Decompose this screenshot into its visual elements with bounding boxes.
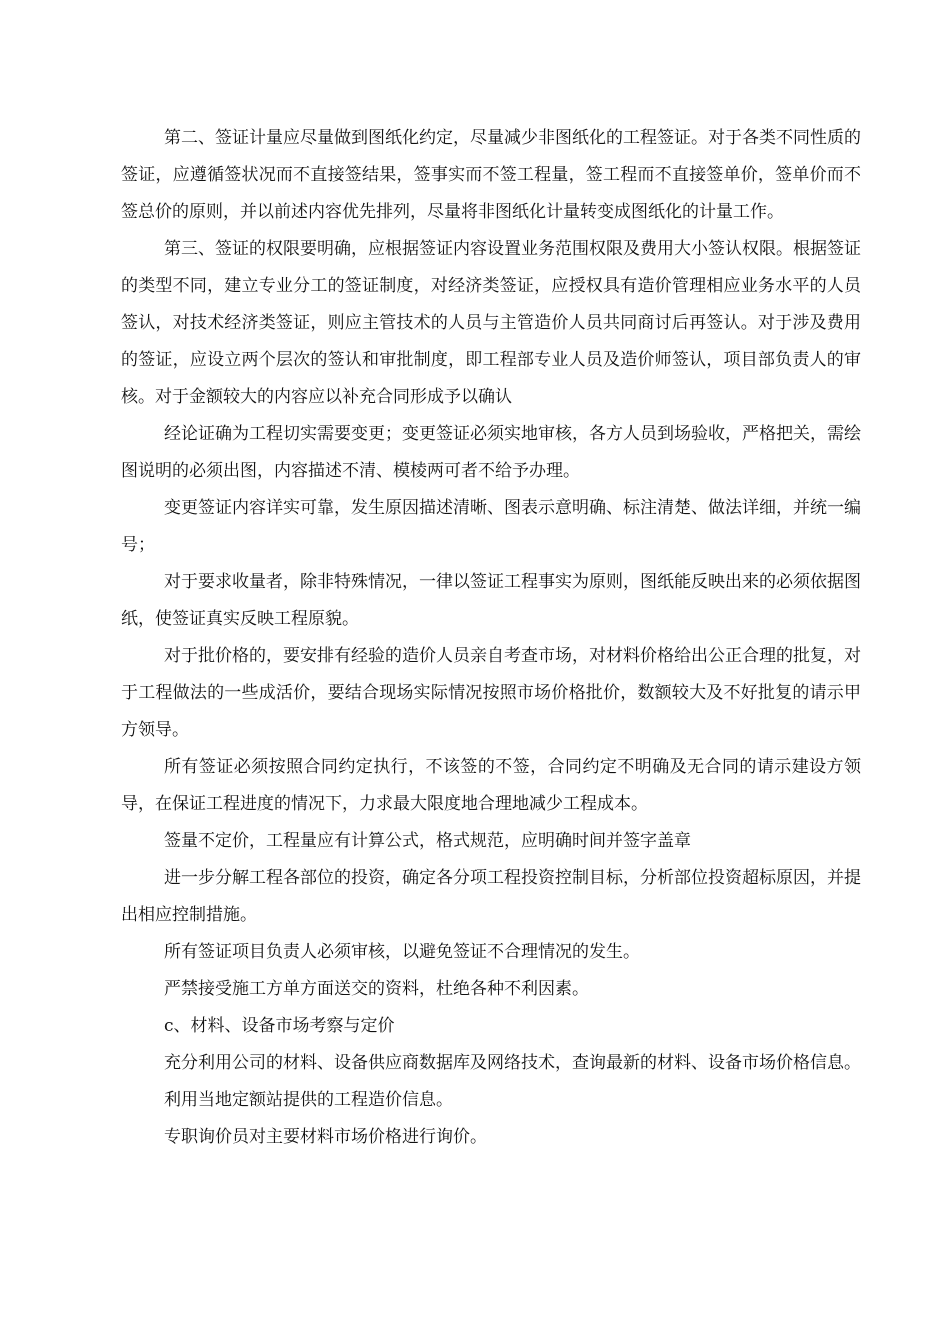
section-heading-material-pricing: c、材料、设备市场考察与定价 <box>164 1016 395 1036</box>
paragraph-manager-review: 所有签证项目负责人必须审核，以避免签证不合理情况的发生。 <box>164 942 640 962</box>
paragraph-price-inquiry: 专职询价员对主要材料市场价格进行询价。 <box>164 1127 487 1147</box>
paragraph-quantity-no-price: 签量不定价，工程量应有计算公式，格式规范，应明确时间并签字盖章 <box>164 831 691 851</box>
paragraph-contract-execution: 所有签证必须按照合同约定执行，不该签的不签，合同约定不明确及无合同的请示建设方领导，在保证工程进度的情况下，力求最大限度地合理地减少工程成本。 <box>121 757 861 814</box>
paragraph-unilateral-documents: 严禁接受施工方单方面送交的资料，杜绝各种不利因素。 <box>164 979 589 999</box>
paragraph-investment-breakdown: 进一步分解工程各部位的投资，确定各分项工程投资控制目标，分析部位投资超标原因，并提出相应控制措施。 <box>121 868 861 925</box>
paragraph-price-approval: 对于批价格的，要安排有经验的造价人员亲自考查市场，对材料价格给出公正合理的批复，对于工程做法的一些成活价，要结合现场实际情况按照市场价格批价，数额较大及不好批复的请示甲方领导。 <box>121 646 861 740</box>
paragraph-change-verification: 经论证确为工程切实需要变更；变更签证必须实地审核，各方人员到场验收，严格把关，需绘图说明的必须出图，内容描述不清、模棱两可者不给予办理。 <box>121 424 861 481</box>
document-body <box>121 120 861 1156</box>
paragraph-visa-drawing-principle: 第二、签证计量应尽量做到图纸化约定，尽量减少非图纸化的工程签证。对于各类不同性质的签证，应遵循签状况而不直接签结果，签事实而不签工程量，签工程而不直接签单价，签单价而不签总价的原则，并以前述内容优先排列，尽量将非图纸化计量转变成图纸化的计量工作。 <box>121 128 861 222</box>
paragraph-quota-station: 利用当地定额站提供的工程造价信息。 <box>164 1090 453 1110</box>
paragraph-supplier-database: 充分利用公司的材料、设备供应商数据库及网络技术，查询最新的材料、设备市场价格信息。 <box>164 1053 861 1073</box>
paragraph-visa-authority: 第三、签证的权限要明确，应根据签证内容设置业务范围权限及费用大小签认权限。根据签证的类型不同，建立专业分工的签证制度，对经济类签证，应授权具有造价管理相应业务水平的人员签认，对技术经济类签证，则应主管技术的人员与主管造价人员共同商讨后再签认。对于涉及费用的签证，应设立两个层次的签认和审批制度，即工程部专业人员及造价师签认，项目部负责人的审核。对于金额较大的内容应以补充合同形成予以确认 <box>121 239 861 407</box>
paragraph-quantity-requirement: 对于要求收量者，除非特殊情况，一律以签证工程事实为原则，图纸能反映出来的必须依据图纸，使签证真实反映工程原貌。 <box>121 572 861 629</box>
paragraph-change-content: 变更签证内容详实可靠，发生原因描述清晰、图表示意明确、标注清楚、做法详细，并统一编号； <box>121 498 861 555</box>
